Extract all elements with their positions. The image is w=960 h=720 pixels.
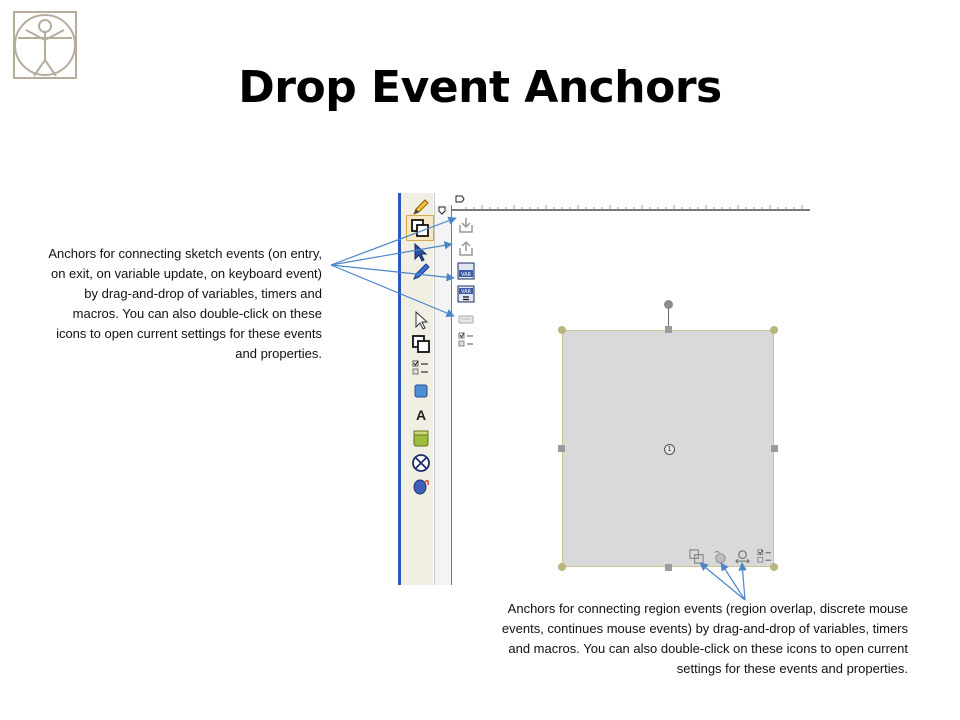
variable-equal-anchor-icon[interactable]: [456, 284, 476, 304]
properties-anchor-icon[interactable]: [456, 330, 476, 350]
select-arrow-icon[interactable]: [410, 309, 432, 331]
edge-handle-top[interactable]: [665, 326, 672, 333]
svg-text:VAR: VAR: [461, 272, 471, 278]
corner-handle-top-left[interactable]: [558, 326, 566, 334]
svg-text:VAR: VAR: [461, 289, 471, 295]
region-overlap-icon[interactable]: [688, 548, 704, 564]
pen-icon[interactable]: [410, 261, 432, 283]
continuous-mouse-icon[interactable]: [734, 548, 750, 564]
edge-handle-right[interactable]: [771, 445, 778, 452]
region-properties-icon[interactable]: [756, 548, 772, 564]
slide-title: Drop Event Anchors: [238, 62, 722, 113]
keyboard-anchor-icon[interactable]: [456, 308, 476, 328]
region-center-marker: 1: [664, 444, 675, 455]
text-tool-label: A: [415, 407, 427, 423]
rotation-handle[interactable]: [664, 300, 673, 309]
variable-update-anchor-icon[interactable]: [456, 261, 476, 281]
discrete-mouse-icon[interactable]: [711, 548, 727, 564]
circle-x-icon[interactable]: [410, 452, 432, 474]
image-bucket-icon[interactable]: [410, 428, 432, 450]
edge-handle-bottom[interactable]: [665, 564, 672, 571]
horizontal-ruler: [452, 193, 810, 211]
text-icon[interactable]: [410, 404, 432, 426]
cube-icon[interactable]: [410, 380, 432, 402]
checklist-icon[interactable]: [410, 357, 432, 379]
mouse-icon[interactable]: [410, 475, 432, 497]
copy-icon[interactable]: [406, 215, 434, 241]
tool-palette: [398, 193, 433, 585]
corner-handle-bottom-left[interactable]: [558, 563, 566, 571]
on-entry-anchor-icon[interactable]: [456, 215, 476, 235]
on-exit-anchor-icon[interactable]: [456, 238, 476, 258]
corner-handle-top-right[interactable]: [770, 326, 778, 334]
pointer-pen-icon[interactable]: [410, 241, 432, 263]
region-events-caption: Anchors for connecting region events (region overlap, discrete mouse events, continues mouse events) by drag-and-drop of variables, timers and macros. You can also double-click on these icons to open current settings for these events and properties.: [501, 601, 908, 676]
region-copy-icon[interactable]: [410, 333, 432, 355]
sketch-events-caption: Anchors for connecting sketch events (on entry, on exit, on variable update, on keyboard event) by drag-and-drop of variables, timers and macros. You can also double-click on these icons to open current settings for these events and properties.: [48, 246, 322, 361]
edge-handle-left[interactable]: [558, 445, 565, 452]
editor-screenshot: [398, 193, 810, 585]
vertical-ruler: [435, 205, 452, 585]
corner-handle-bottom-right[interactable]: [770, 563, 778, 571]
